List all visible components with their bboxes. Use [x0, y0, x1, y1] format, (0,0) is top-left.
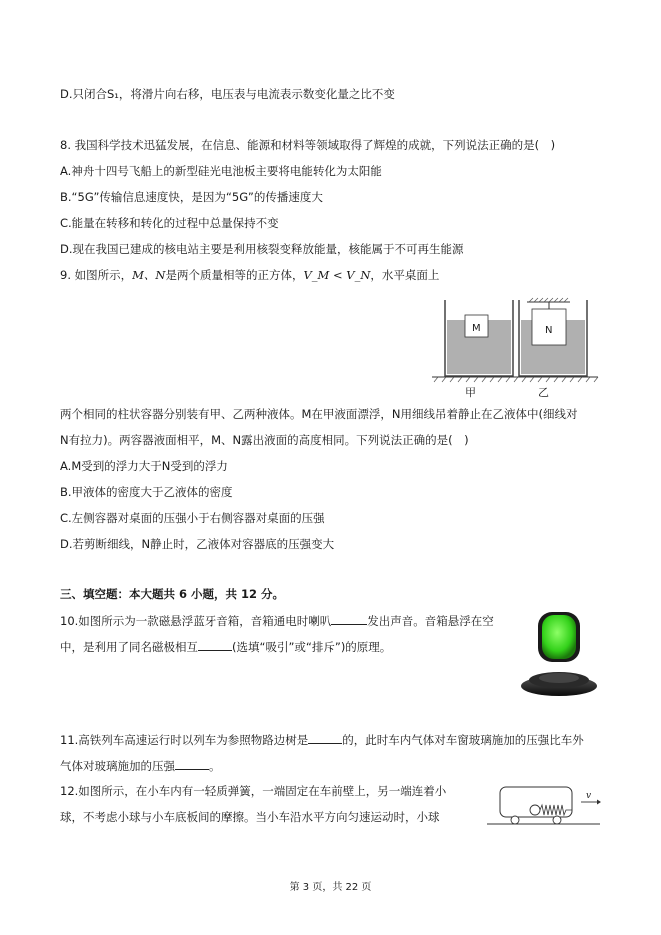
q9-option-c: C.左侧容器对桌面的压强小于右侧容器对桌面的压强 — [60, 511, 325, 525]
q10-line1-a: 10.如图所示为一款磁悬浮蓝牙音箱，音箱通电时喇叭 — [60, 614, 332, 628]
answer-blank[interactable] — [198, 638, 232, 651]
ball — [530, 805, 540, 815]
q9-option-a: A.M受到的浮力大于N受到的浮力 — [60, 459, 228, 473]
q11-line2-a: 气体对玻璃施加的压强 — [60, 759, 175, 773]
q11-line2-b: 。 — [209, 759, 221, 773]
q10-line2 — [60, 638, 391, 655]
q9-stem-volume: V_M < V_N — [303, 268, 371, 282]
q7-option-d: D.只闭合S₁，将滑片向右移，电压表与电流表示数变化量之比不变 — [60, 87, 395, 101]
levitating-speaker-figure — [518, 606, 608, 698]
q11-line1 — [60, 731, 584, 748]
q8-stem: 8. 我国科学技术迅猛发展，在信息、能源和材料等领域取得了辉煌的成就，下列说法正确的是( ) — [60, 138, 556, 152]
q9-stem — [60, 267, 439, 283]
q8-option-c: C.能量在转移和转化的过程中总量保持不变 — [60, 216, 279, 230]
q8-option-b: B.“5G”传输信息速度快，是因为“5G”的传播速度大 — [60, 190, 323, 204]
section-heading: 三、填空题：本大题共 6 小题，共 12 分。 — [60, 587, 285, 601]
q10-line2-a: 中，是利用了同名磁极相互 — [60, 640, 198, 654]
q9-option-d: D.若剪断细线，N静止时，乙液体对容器底的压强变大 — [60, 537, 335, 551]
q9-stem-e: ，水平桌面上 — [370, 268, 440, 282]
answer-blank[interactable] — [175, 757, 209, 770]
q12-line2: 球，不考虑小球与小车底板间的摩擦。当小车沿水平方向匀速运动时，小球 — [60, 810, 440, 824]
q9-stem-c: 是两个质量相等的正方体， — [165, 268, 304, 282]
q9-option-b: B.甲液体的密度大于乙液体的密度 — [60, 485, 233, 499]
cart-figure — [485, 781, 605, 831]
q8-option-d: D.现在我国已建成的核电站主要是利用核裂变释放能量，核能属于不可再生能源 — [60, 242, 464, 256]
q10-line1-b: 发出声音。音箱悬浮在空 — [367, 614, 494, 628]
answer-blank[interactable] — [331, 612, 367, 625]
q9-figure — [430, 296, 600, 401]
fig-label-jia: 甲 — [465, 386, 476, 399]
q8-option-a: A.神舟十四号飞船上的新型硅光电池板主要将电能转化为太阳能 — [60, 164, 382, 178]
q9-line3: N有拉力)。两容器液面相平，M、N露出液面的高度相同。下列说法正确的是( ) — [60, 433, 469, 447]
q12-line1: 12.如图所示，在小车内有一轻质弹簧，一端固定在车前壁上，另一端连着小 — [60, 784, 447, 798]
fig-label-n: N — [545, 325, 553, 336]
q9-line2: 两个相同的柱状容器分别装有甲、乙两种液体。M在甲液面漂浮，N用细线吊着静止在乙液体中(细线对 — [60, 407, 578, 421]
fig-label-m: M — [472, 323, 481, 334]
q10-line1 — [60, 612, 494, 629]
fig-label-yi: 乙 — [538, 386, 549, 399]
q10-line2-b: (选填“吸引”或“排斥”)的原理。 — [232, 640, 392, 654]
q9-stem-mn: M、N — [132, 268, 166, 282]
velocity-label: v — [586, 791, 592, 801]
q11-line2 — [60, 757, 221, 774]
answer-blank[interactable] — [308, 731, 342, 744]
q11-line1-b: 的，此时车内气体对车窗玻璃施加的压强比车外 — [342, 733, 584, 747]
page-footer: 第 3 页，共 22 页 — [289, 882, 372, 893]
q11-line1-a: 11.高铁列车高速运行时以列车为参照物路边树是 — [60, 733, 309, 747]
q9-stem-a: 9. 如图所示， — [60, 268, 133, 282]
